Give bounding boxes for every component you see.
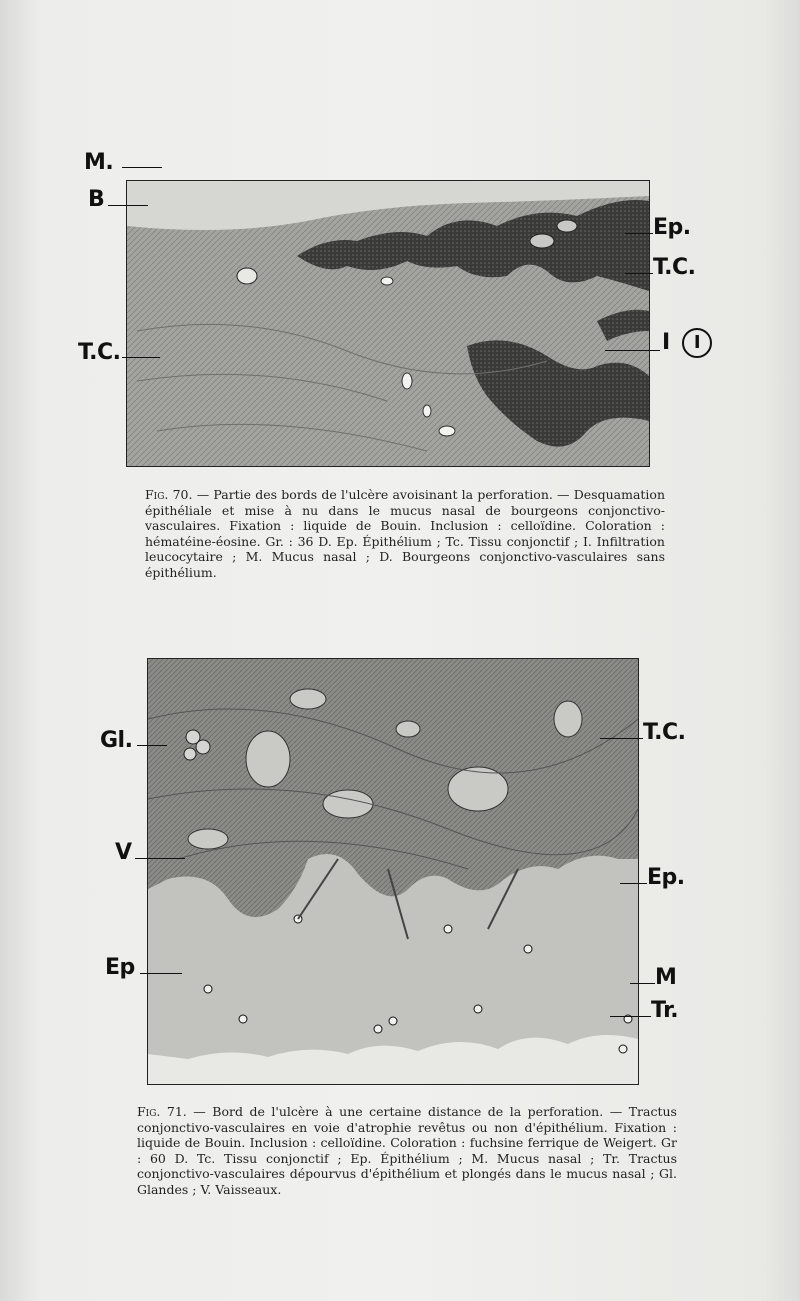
micrograph-70-drawing xyxy=(127,181,649,466)
leader-line-gl xyxy=(137,745,167,746)
leader-line-ep-right xyxy=(620,883,647,884)
label-m: M xyxy=(655,965,677,990)
label-m: M. xyxy=(84,150,114,175)
label-gl: Gl. xyxy=(100,728,133,753)
leader-line-tr xyxy=(610,1016,651,1017)
leader-line-ep xyxy=(625,233,653,234)
leader-line-v xyxy=(135,858,185,859)
figure-70-caption xyxy=(145,487,665,580)
label-ep-left: Ep xyxy=(105,955,135,980)
label-i-circled: I xyxy=(682,328,712,358)
label-tc-right: T.C. xyxy=(653,255,696,280)
leader-line-m xyxy=(122,167,162,168)
leader-line-tc xyxy=(600,738,643,739)
label-tr: Tr. xyxy=(651,998,679,1023)
leader-line-i xyxy=(605,350,660,351)
figure-71-number: Fig. 71. xyxy=(137,1104,187,1119)
leader-line-ep-left xyxy=(140,973,182,974)
label-tc-left: T.C. xyxy=(78,340,121,365)
micrograph-71-drawing xyxy=(148,659,638,1084)
leader-line-tc-right xyxy=(625,273,653,274)
figure-71-caption xyxy=(137,1104,677,1197)
leader-line-tc-left xyxy=(122,357,160,358)
figure-70-caption-text: — Partie des bords de l'ulcère avoisinant la perforation. — Desquamation épithéliale et mise à nu dans le mucus nasal de bourgeons conjonctivo-vasculaires. Fixation : liquide de Bouin. Inclusion : celloïdine. Coloration : hématéine-éosine. Gr. : 36 D. Ep. Épithélium ; Tc. Tissu conjonctif ; I. Infiltration leucocytaire ; M. Mucus nasal ; D. Bourgeons conjonctivo-vasculaires sans épithélium. xyxy=(145,487,665,580)
label-ep-right: Ep. xyxy=(647,865,685,890)
figure-71-micrograph xyxy=(147,658,639,1085)
label-v: V xyxy=(115,840,132,865)
label-i: I xyxy=(662,330,670,355)
leader-line-b xyxy=(108,205,148,206)
figure-71-caption-text: — Bord de l'ulcère à une certaine distance de la perforation. — Tractus conjonctivo-vasculaires en voie d'atrophie revêtus ou non d'épithélium. Fixation : liquide de Bouin. Inclusion : celloïdine. Coloration : fuchsine ferrique de Weigert. Gr : 60 D. Tc. Tissu conjonctif ; Ep. Épithélium ; M. Mucus nasal ; Tr. Tractus conjonctivo-vasculaires dépourvus d'épithélium et plongés dans le mucus nasal ; Gl. Glandes ; V. Vaisseaux. xyxy=(137,1104,677,1197)
figure-70 xyxy=(70,85,730,480)
figure-71 xyxy=(95,650,715,1095)
figure-70-micrograph xyxy=(126,180,650,467)
figure-70-number: Fig. 70. xyxy=(145,487,193,502)
label-b: B xyxy=(88,187,105,212)
label-ep: Ep. xyxy=(653,215,691,240)
leader-line-m xyxy=(630,983,655,984)
label-tc: T.C. xyxy=(643,720,686,745)
